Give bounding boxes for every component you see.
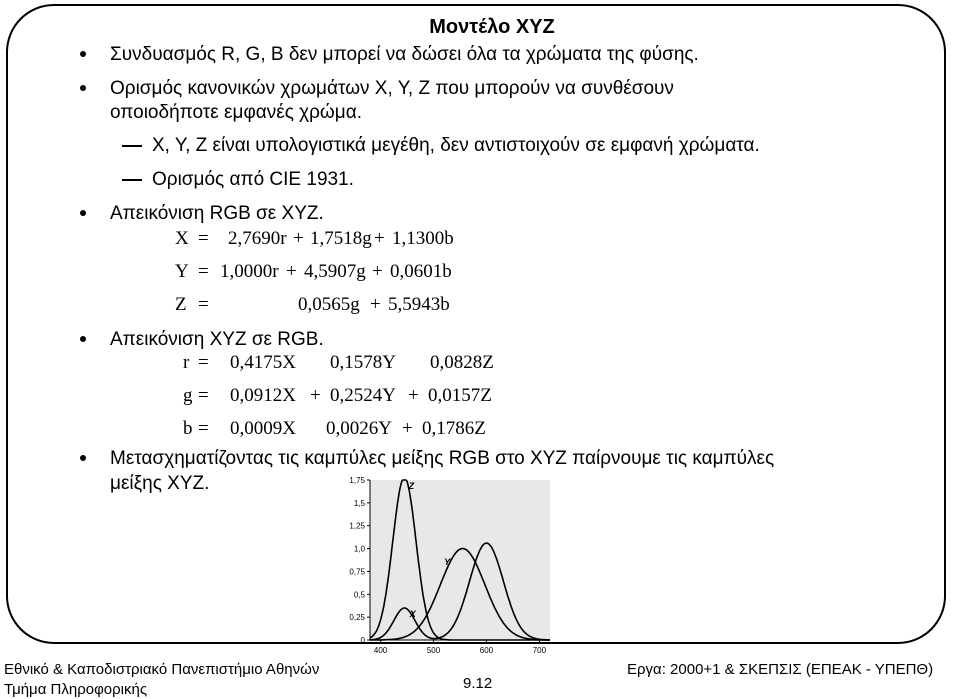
eq-op: +	[286, 261, 297, 282]
y-tick-label: 1,75	[349, 476, 365, 485]
eq-op: +	[293, 228, 304, 249]
y-tick-label: 0,5	[353, 590, 365, 600]
eq-lhs: X	[175, 228, 189, 249]
eq-term: 1,0000r	[220, 261, 279, 282]
bullet-2-line-1: Ορισμός κανονικών χρωμάτων X, Y, Z που μπορούν να συνθέσουν	[110, 78, 674, 99]
eq-term: 0,0601b	[390, 261, 452, 282]
eq-term: 0,0157Z	[428, 385, 492, 406]
bullet-3: Απεικόνιση RGB σε XYZ.	[110, 203, 324, 224]
eq-op: +	[402, 418, 413, 439]
eq-term: 0,0026Y	[326, 418, 392, 439]
eq-lhs: g	[183, 385, 193, 406]
bullet-5-line-1: Μετασχηματίζοντας τις καμπύλες μείξης RGB στο XYZ παίρνουμε τις καμπύλες	[110, 448, 775, 469]
eq-op: +	[370, 294, 381, 315]
eq-equals: =	[198, 294, 209, 315]
eq-lhs: Z	[175, 294, 187, 315]
page-number: 9.12	[463, 675, 493, 692]
x-tick-label: 700	[532, 646, 547, 655]
curve-label-x: X	[409, 609, 416, 620]
xyz-color-matching-chart	[330, 472, 570, 657]
eq-term: 5,5943b	[388, 294, 450, 315]
eq-term: 0,2524Y	[330, 385, 396, 406]
eq-op: +	[408, 385, 419, 406]
eq-term: 0,0009X	[230, 418, 296, 439]
curve-label-z: Z	[408, 481, 415, 492]
bullet-dot	[80, 455, 86, 461]
bullet-2-line-2: οποιοδήποτε εμφανές χρώμα.	[110, 102, 362, 123]
eq-term: 0,1786Z	[422, 418, 486, 439]
eq-equals: =	[198, 418, 209, 439]
bullet-1: Συνδυασμός R, G, B δεν μπορεί να δώσει όλα τα χρώματα της φύσης.	[110, 44, 699, 65]
eq-equals: =	[198, 228, 209, 249]
footer-university: Εθνικό & Καποδιστριακό Πανεπιστήμιο Αθηνών	[4, 661, 320, 678]
y-tick-label: 1,25	[349, 521, 365, 531]
eq-op: +	[310, 385, 321, 406]
eq-term: 2,7690r	[228, 228, 287, 249]
y-tick-label: 0,25	[349, 613, 365, 623]
bullet-dot	[80, 85, 86, 91]
curve-label-y: Y	[444, 557, 451, 568]
y-tick-label: 1,5	[353, 498, 365, 508]
y-tick-label: 0	[360, 636, 365, 645]
bullet-dot	[80, 210, 86, 216]
bullet-4: Απεικόνιση XYZ σε RGB.	[110, 329, 324, 350]
eq-term: 4,5907g	[304, 261, 366, 282]
x-tick-label: 500	[426, 646, 441, 655]
dash-marker	[122, 145, 142, 147]
footer-department: Τμήμα Πληροφορικής	[4, 681, 148, 698]
footer-projects: Εργα: 2000+1 & ΣΚΕΠΣΙΣ (ΕΠΕΑΚ - ΥΠΕΠΘ)	[627, 661, 934, 678]
eq-lhs: r	[183, 352, 190, 373]
sub-bullet-1: X, Y, Z είναι υπολογιστικά μεγέθη, δεν αντιστοιχούν σε εμφανή χρώματα.	[152, 135, 760, 156]
dash-marker	[122, 179, 142, 181]
eq-term: 0,0912X	[230, 385, 296, 406]
bullet-dot	[80, 51, 86, 57]
y-tick-label: 0,75	[349, 567, 365, 577]
eq-lhs: b	[183, 418, 193, 439]
eq-equals: =	[198, 352, 209, 373]
eq-lhs: Y	[175, 261, 189, 282]
bullet-5-line-2: μείξης XYZ.	[110, 473, 210, 494]
sub-bullet-2: Ορισμός από CIE 1931.	[152, 169, 354, 190]
y-tick-label: 1,0	[353, 544, 365, 554]
x-tick-label: 600	[479, 646, 494, 655]
eq-op: +	[372, 261, 383, 282]
eq-term: 0,1578Y	[330, 352, 396, 373]
eq-op: +	[374, 228, 385, 249]
eq-equals: =	[198, 261, 209, 282]
eq-equals: =	[198, 385, 209, 406]
eq-term: 0,4175X	[230, 352, 296, 373]
bullet-dot	[80, 336, 86, 342]
eq-term: 1,7518g	[310, 228, 372, 249]
eq-term: 1,1300b	[392, 228, 454, 249]
eq-term: 0,0565g	[298, 294, 360, 315]
eq-term: 0,0828Z	[430, 352, 494, 373]
x-tick-label: 400	[373, 646, 388, 655]
slide-title: Μοντέλο XYZ	[429, 16, 555, 38]
